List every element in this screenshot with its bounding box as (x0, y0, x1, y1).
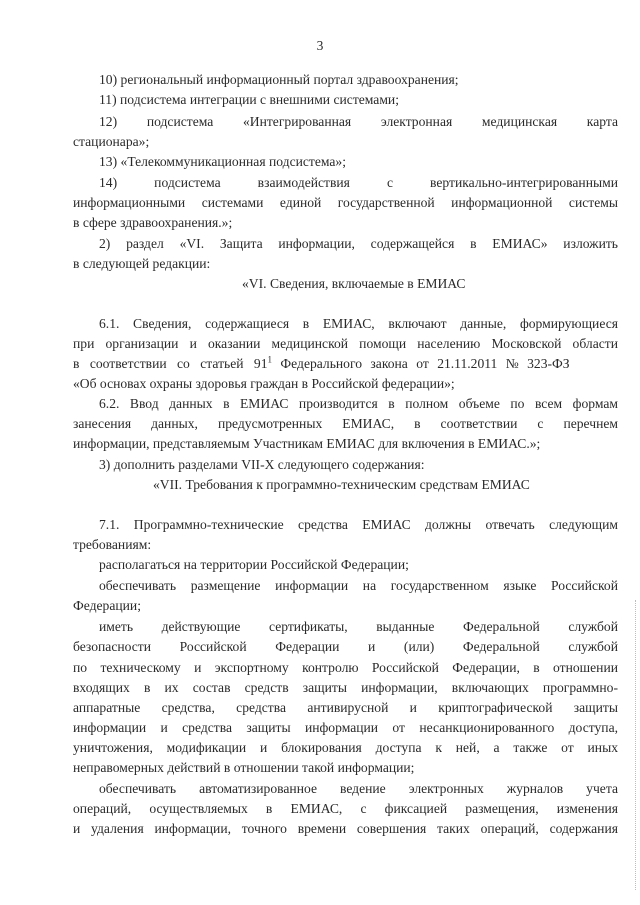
law-reference-end: Федерального закона от 21.11.2011 № 323-ФЗ (272, 356, 570, 371)
paragraph-line: Федерации; (73, 598, 141, 613)
law-reference-start: в соответствии со статьей 91 (73, 356, 268, 371)
list-item-12-cont: стационара»; (73, 134, 150, 149)
paragraph-line: 2) раздел «VI. Защита информации, содержащейся в ЕМИАС» изложить (99, 236, 618, 251)
paragraph-line (73, 354, 618, 373)
list-item-10: 10) региональный информационный портал здравоохранения; (99, 72, 459, 87)
footnote-superscript: 1 (267, 354, 273, 365)
paragraph-line: при организации и оказании медицинской помощи населению Московской области (73, 336, 618, 351)
paragraph-line: неправомерных действий в отношении такой информации; (73, 760, 415, 775)
list-item-14-cont: информационными системами единой государственной информационной системы (73, 195, 618, 210)
paragraph-line: информации, представляемым Участникам ЕМИАС для включения в ЕМИАС.»; (73, 436, 541, 451)
paragraph-line: безопасности Российской Федерации и (или) Федеральной службой (73, 639, 618, 654)
scan-edge-mark (634, 600, 636, 890)
paragraph-line: аппаратные средства, средства антивирусной и криптографической защиты (73, 700, 618, 715)
clause-6-2: 6.2. Ввод данных в ЕМИАС производится в полном объеме по всем формам (99, 396, 618, 411)
paragraph-line: 3) дополнить разделами VII-X следующего содержания: (99, 457, 425, 472)
section-heading-vi: «VI. Сведения, включаемые в ЕМИАС (242, 276, 466, 291)
paragraph-line: входящих в их состав средств защиты информации, включающих программно- (73, 680, 618, 695)
paragraph-line: и удаления информации, точного времени совершения таких операций, содержания (73, 821, 618, 836)
paragraph-line: требованиям: (73, 537, 152, 552)
paragraph-line: в следующей редакции: (73, 256, 211, 271)
paragraph-line: «Об основах охраны здоровья граждан в Российской федерации»; (73, 376, 455, 391)
requirement-item: располагаться на территории Российской Федерации; (99, 557, 409, 572)
clause-7-1: 7.1. Программно-технические средства ЕМИАС должны отвечать следующим (99, 517, 618, 532)
paragraph-line: уничтожения, модификации и блокирования доступа к ней, а также от иных (73, 740, 618, 755)
paragraph-line: информации и средства защиты информации от несанкционированного доступа, (73, 720, 618, 735)
list-item-11: 11) подсистема интеграции с внешними системами; (99, 92, 399, 107)
paragraph-line: занесения данных, предусмотренных ЕМИАС, в соответствии с перечнем (73, 416, 618, 431)
section-heading-vii: «VII. Требования к программно-техническим средствам ЕМИАС (153, 477, 530, 492)
page-number: 3 (316, 38, 324, 53)
clause-6-1: 6.1. Сведения, содержащиеся в ЕМИАС, включают данные, формирующиеся (99, 316, 618, 331)
list-item-14: 14) подсистема взаимодействия с вертикально-интегрированными (99, 175, 618, 190)
paragraph-line: операций, осуществляемых в ЕМИАС, с фиксацией размещения, изменения (73, 801, 618, 816)
list-item-13: 13) «Телекоммуникационная подсистема»; (99, 154, 346, 169)
requirement-item: обеспечивать размещение информации на государственном языке Российской (99, 578, 618, 593)
list-item-14-end: в сфере здравоохранения.»; (73, 215, 233, 230)
list-item-12: 12) подсистема «Интегрированная электронная медицинская карта (99, 114, 618, 129)
requirement-item: обеспечивать автоматизированное ведение электронных журналов учета (99, 781, 618, 796)
requirement-item: иметь действующие сертификаты, выданные Федеральной службой (99, 619, 618, 634)
paragraph-line: по техническому и экспортному контролю Российской Федерации, в отношении (73, 660, 618, 675)
